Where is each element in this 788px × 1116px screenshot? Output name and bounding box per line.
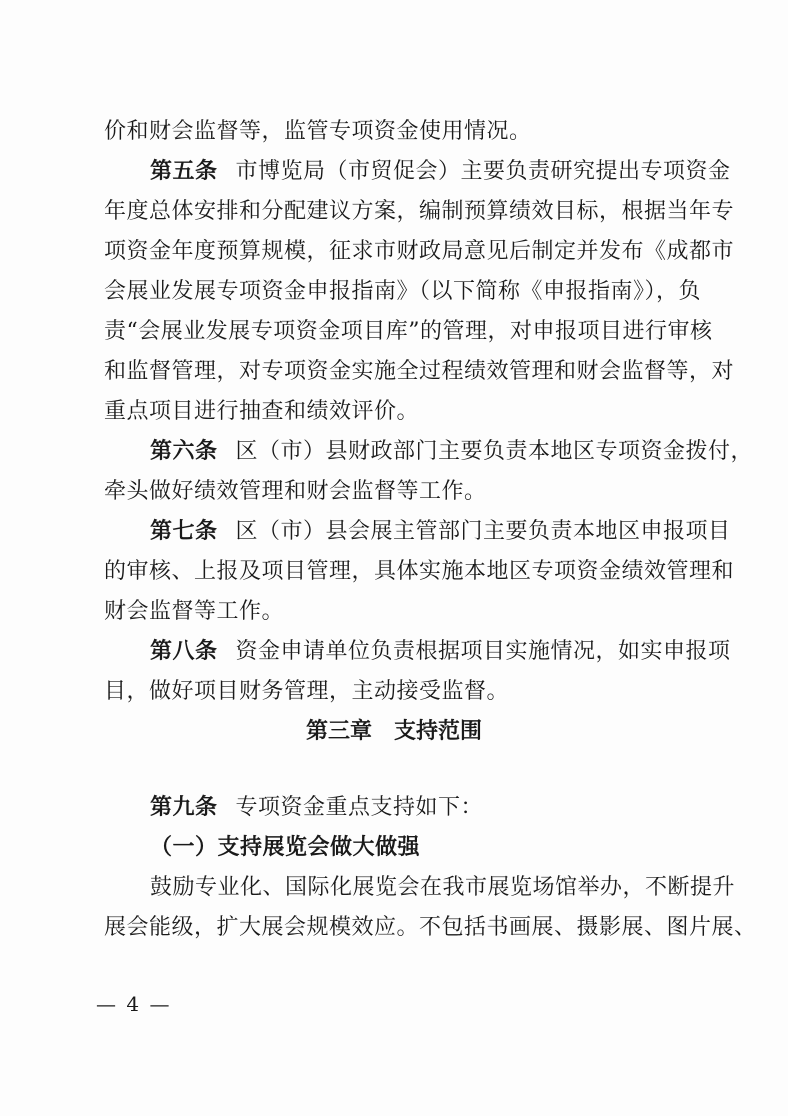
article-7-line-3: 财会监督等工作。	[104, 599, 285, 624]
paragraph-line-2: 展会能级，扩大展会规模效应。不包括书画展、摄影展、图片展、	[104, 915, 757, 940]
article-5-line-1: 第五条 市博览局（市贸促会）主要负责研究提出专项资金	[150, 159, 731, 184]
article-5-line-2: 年度总体安排和分配建议方案，编制预算绩效目标，根据当年专	[104, 199, 735, 224]
article-8-line-2: 目，做好项目财务管理，主动接受监督。	[104, 679, 510, 704]
article-5-line-6: 和监督管理，对专项资金实施全过程绩效管理和财会监督等，对	[104, 359, 735, 384]
article-5-line-7: 重点项目进行抽查和绩效评价。	[104, 399, 420, 424]
sub-heading-1: （一）支持展览会做大做强	[150, 835, 421, 860]
chapter-heading	[0, 716, 788, 748]
article-6-line-2: 牵头做好绩效管理和财会监督等工作。	[104, 479, 487, 504]
article-7-number: 第七条	[150, 519, 218, 544]
article-7-line-2: 的审核、上报及项目管理，具体实施本地区专项资金绩效管理和	[104, 559, 735, 584]
article-9-number: 第九条	[150, 795, 218, 820]
article-5-line-5: 责“会展业发展专项资金项目库”的管理，对申报项目进行审核	[104, 319, 713, 344]
article-7-line-1: 第七条 区（市）县会展主管部门主要负责本地区申报项目	[150, 519, 731, 544]
article-6-line-1: 第六条 区（市）县财政部门主要负责本地区专项资金拨付，	[150, 439, 754, 464]
chapter-number: 第三章	[305, 719, 372, 744]
paragraph-line-1: 鼓励专业化、国际化展览会在我市展览场馆举办，不断提升	[150, 875, 736, 900]
article-8-number: 第八条	[150, 639, 218, 664]
article-9-line-1: 第九条 专项资金重点支持如下：	[150, 795, 484, 820]
page-number: — 4 —	[96, 992, 172, 1016]
article-5-number: 第五条	[150, 159, 218, 184]
article-5-line-4: 会展业发展专项资金申报指南》（以下简称《申报指南》），负	[104, 279, 702, 304]
article-5-line-3: 项资金年度预算规模，征求市财政局意见后制定并发布《成都市	[104, 239, 735, 264]
article-6-number: 第六条	[150, 439, 218, 464]
paragraph-line: 价和财会监督等，监管专项资金使用情况。	[104, 119, 532, 144]
chapter-title: 支持范围	[394, 719, 483, 744]
article-8-line-1: 第八条 资金申请单位负责根据项目实施情况，如实申报项	[150, 639, 731, 664]
